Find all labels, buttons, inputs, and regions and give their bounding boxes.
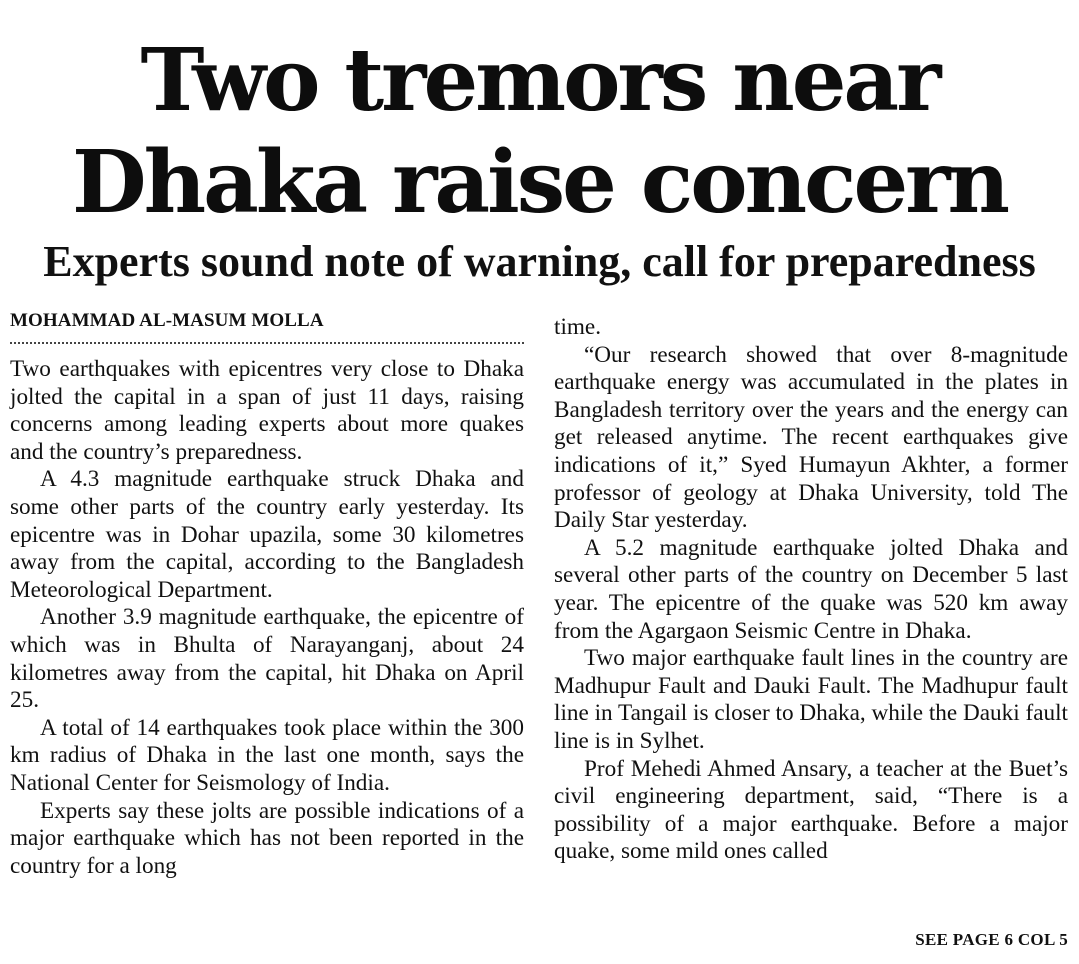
jump-line: SEE PAGE 6 COL 5 [915,930,1068,949]
paragraph: Prof Mehedi Ahmed Ansary, a teacher at the Buet’s civil engineering department, said, “There is a possibility of a major earthquake. Before a major quake, some mild ones called [554,755,1068,865]
paragraph: Experts say these jolts are possible indications of a major earthquake which has not been reported in the country for a long [10,797,524,879]
paragraph: A total of 14 earthquakes took place within the 300 km radius of Dhaka in the last one month, says the National Center for Seismology of India. [10,714,524,796]
paragraph: Another 3.9 magnitude earthquake, the epicentre of which was in Bhulta of Narayanganj, about 24 kilometres away from the capital, hit Dhaka on April 25. [10,604,524,714]
paragraph: Two major earthquake fault lines in the country are Madhupur Fault and Dauki Fault. The Madhupur fault line in Tangail is closer to Dhaka, while the Dauki fault line is in Sylhet. [554,645,1068,754]
paragraph: A 5.2 magnitude earthquake jolted Dhaka and several other parts of the country on December 5 last year. The epicentre of the quake was 520 km away from the Agargaon Seismic Centre in Dhaka. [554,534,1068,644]
headline-line-2: Dhaka raise concern [71,132,1008,233]
subheadline: Experts sound note of warning, call for preparedness [43,237,1036,286]
article-column-left [10,308,524,880]
paragraph: Two earthquakes with epicentres very close to Dhaka jolted the capital in a span of just 11 days, raising concerns among leading experts about more quakes and the country’s preparedness. [10,356,524,465]
article-column-right [554,314,1068,866]
headline [0,30,1079,234]
headline-line-1: Two tremors near [140,30,939,131]
paragraph-continuation: time. [554,314,602,340]
byline: MOHAMMAD AL-MASUM MOLLA [10,308,524,344]
paragraph: A 4.3 magnitude earthquake struck Dhaka and some other parts of the country early yesterday. Its epicentre was in Dohar upazila, some 30 kilometres away from the capital, according to the Bangladesh Meteorological Department. [10,466,524,603]
paragraph: “Our research showed that over 8-magnitude earthquake energy was accumulated in the plates in Bangladesh territory over the years and the energy can get released anytime. The recent earthquakes give indications of it,” Syed Humayun Akhter, a former professor of geology at Dhaka University, told The Daily Star yesterday. [554,341,1068,534]
